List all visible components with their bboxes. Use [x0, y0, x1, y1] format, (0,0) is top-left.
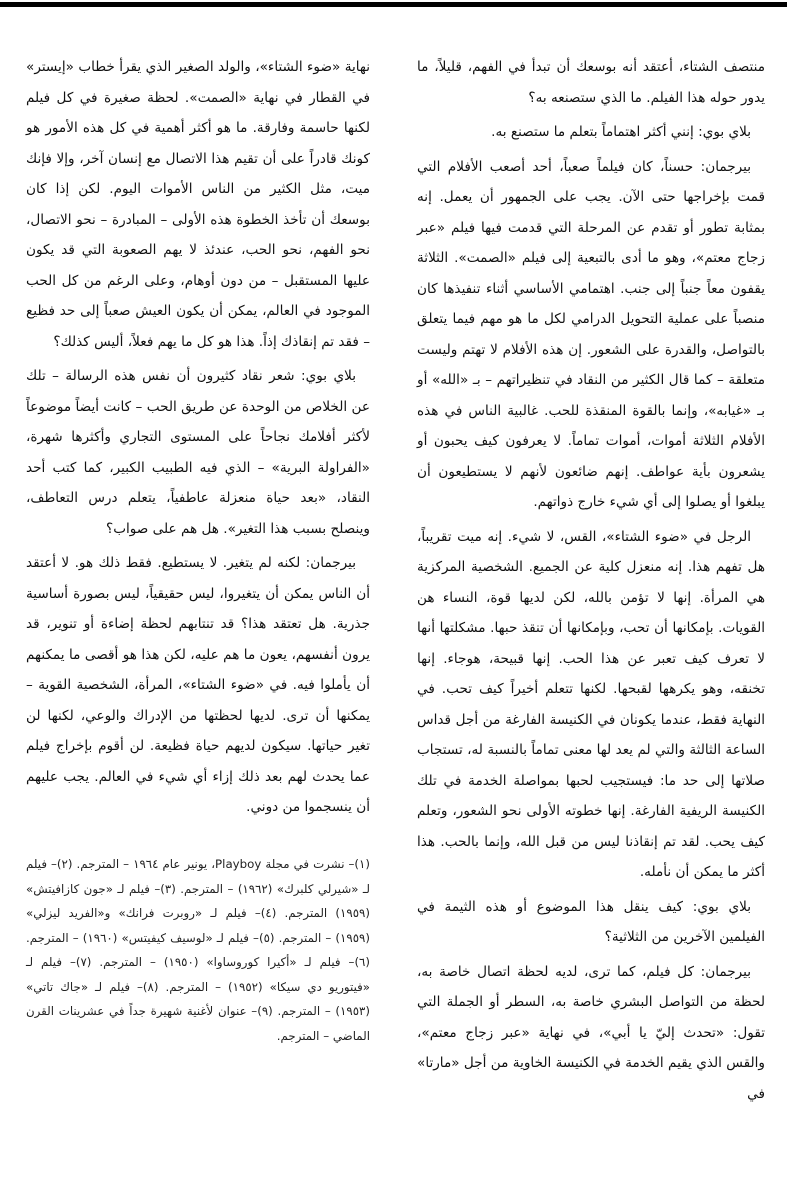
paragraph: بيرجمان: لكنه لم يتغير. لا يستطيع. فقط ذلك هو. لا أعتقد أن الناس يمكن أن يتغيروا، ليس حقيقياً، ليس بصورة أساسية جذرية. هل تعتقد هذا؟ قد تنتابهم لحظة إضاءة أو تنوير، قد يرون أنفسهم، يعون ما هم عليه، لكن هذا هو أقصى ما يمكنهم أن يأملوا فيه. في «ضوء الشتاء»، المرأة، الشخصية القوية – يمكنها أن ترى. لديها لحظتها من الإدراك والوعي، لكنها لن تغير حياتها. سيكون لديهم حياة فظيعة. لن أقوم بإخراج فيلم عما يحدث لهم بعد ذلك إزاء أي شيء في العالم. يجب عليهم أن ينسجموا من دوني. — [26, 555, 370, 815]
paragraph: نهاية «ضوء الشتاء»، والولد الصغير الذي يقرأ خطاب «إيستر» في القطار في نهاية «الصمت». لحظة صغيرة في كل فيلم لكنها حاسمة وفارقة. ما هو أكثر أهمية في كل هذه الأمور هو كونك قادراً على أن تقيم هذا الاتصال مع إنسان آخر، وإلا فإنك ميت، مثل الكثير من الناس الأموات اليوم. لكن إذا كان بوسعك أن تأخذ الخطوة هذه الأولى – المبادرة – نحو الاتصال، نحو الفهم، نحو الحب، عندئذ لا يهم الصعوبة التي قد يكون عليها المستقبل – من دون أوهام، وعلى الرغم من كل الحب الموجود في العالم، يمكن أن يكون العيش صعباً إلى حد فظيع – فقد تم إنقاذك إذاً. هذا هو كل ما يهم فعلاً، أليس كذلك؟ — [26, 59, 370, 350]
paragraph: بلاي بوي: شعر نقاد كثيرون أن نفس هذه الرسالة – تلك عن الخلاص من الوحدة عن طريق الحب – كانت أيضاً موضوعاً لأكثر أفلامك نجاحاً على المستوى التجاري وأكثرها شهرة، «الفراولة البرية» – الذي فيه الطبيب الكبير، كما كتب أحد النقاد، «بعد حياة منعزلة عاطفياً، يتعلم درس التعاطف، وينصلح بسبب هذا التغير». هل هم على صواب؟ — [26, 368, 370, 537]
right-column — [417, 52, 765, 1113]
paragraph: بلاي بوي: كيف ينقل هذا الموضوع أو هذه الثيمة في الفيلمين الآخرين من الثلاثية؟ — [417, 898, 765, 945]
left-column — [26, 52, 370, 827]
paragraph: الرجل في «ضوء الشتاء»، القس، لا شيء. إنه ميت تقريباً، هل تفهم هذا. إنه منعزل كلية عن الجميع. الشخصية المركزية هي المرأة. إنها لا تؤمن بالله، لكن لديها قوة، النساء هن القويات. بإمكانها أن تحب، وبإمكانها أن تنقذ حبها. مشكلتها أنها لا تعرف كيف تعبر عن هذا الحب. إنها قبيحة، هوجاء. إنها تخنقه، وهو يكرهها لقبحها. لكنها تتعلم أخيراً كيف تحب. في النهاية فقط، عندما يكونان في الكنيسة الفارغة من أجل قداس الساعة الثالثة والتي لم يعد لها معنى تماماً بالنسبة له، تستجاب صلاتها إلى حد ما: فيستجيب لحبها بمواصلة الخدمة في تلك الكنيسة الريفية الفارغة. إنها خطوته الأولى نحو الشعور، وتعلم كيف يحب. لقد تم إنقاذنا ليس من قبل الله، وإنما بالحب. هذا أكثر ما يمكن أن نأمله. — [417, 528, 765, 880]
top-rule — [0, 2, 787, 7]
paragraph: منتصف الشتاء، أعتقد أنه بوسعك أن تبدأ في الفهم، قليلاً، ما يدور حوله هذا الفيلم. ما الذي ستصنعه به؟ — [417, 59, 765, 106]
paragraph: بيرجمان: كل فيلم، كما ترى، لديه لحظة اتصال خاصة به، لحظة من التواصل البشري خاصة به، السطر أو الجملة التي تقول: «تحدث إليّ يا أبي»، في نهاية «عبر زجاج معتم»، والقس الذي يقيم الخدمة في الكنيسة الخاوية من أجل «مارتا» في — [417, 963, 765, 1102]
paragraph: بيرجمان: حسناً، كان فيلماً صعباً، أحد أصعب الأفلام التي قمت بإخراجها حتى الآن. يجب على الجمهور أن يعمل. إنه بمثابة تطور أو تقدم عن المرحلة التي قدمت فيها فيلم «عبر زجاج معتم»، وهو ما أدى بالتبعية إلى فيلم «الصمت». الثلاثة يقفون معاً جنباً إلى جنب. اهتمامي الأساسي أثناء تنفيذها كان منصباً على عملية التحويل الدرامي لكل ما هو مهم فيما يتعلق بالتواصل، والقدرة على الشعور. إن هذه الأفلام لا تهتم وليست متعلقة – كما قال الكثير من النقاد في تنظيراتهم – بـ «الله» أو بـ «غيابه»، وإنما بالقوة المنقذة للحب. غالبية الناس في هذه الأفلام الثلاثة أموات، أموات تماماً. لا يعرفون كيف يحبون أو يشعرون بأية عواطف. إنهم ضائعون لأنهم لا يستطيعون أن يبلغوا أو يصلوا إلى أي شيء خارج ذواتهم. — [417, 158, 765, 510]
footnotes: (١)– نشرت في مجلة Playboy، يونير عام ١٩٦٤ – المترجم. (٢)– فيلم لـ «شيرلي كلبرك» (١٩٦٢) – المترجم. (٣)– فيلم لـ «جون كازافيتش» (١٩٥٩) المترجم. (٤)– فيلم لـ «روبرت فرانك» و«الفريد ليزلي» (١٩٥٩) – المترجم. (٥)– فيلم لـ «لوسيف كيفيتس» (١٩٦٠) – المترجم. (٦)– فيلم لـ «أكيرا كوروساوا» (١٩٥٠) – المترجم. (٧)– فيلم لـ «فيتوريو دي سيكا» (١٩٥٢) – المترجم. (٨)– فيلم لـ «جاك تاتي» (١٩٥٣) – المترجم. (٩)– عنوان لأغنية شهيرة جداً في عشرينات القرن الماضي – المترجم. — [26, 857, 371, 1043]
paragraph: بلاي بوي: إنني أكثر اهتماماً بتعلم ما ستصنع به. — [491, 124, 751, 140]
